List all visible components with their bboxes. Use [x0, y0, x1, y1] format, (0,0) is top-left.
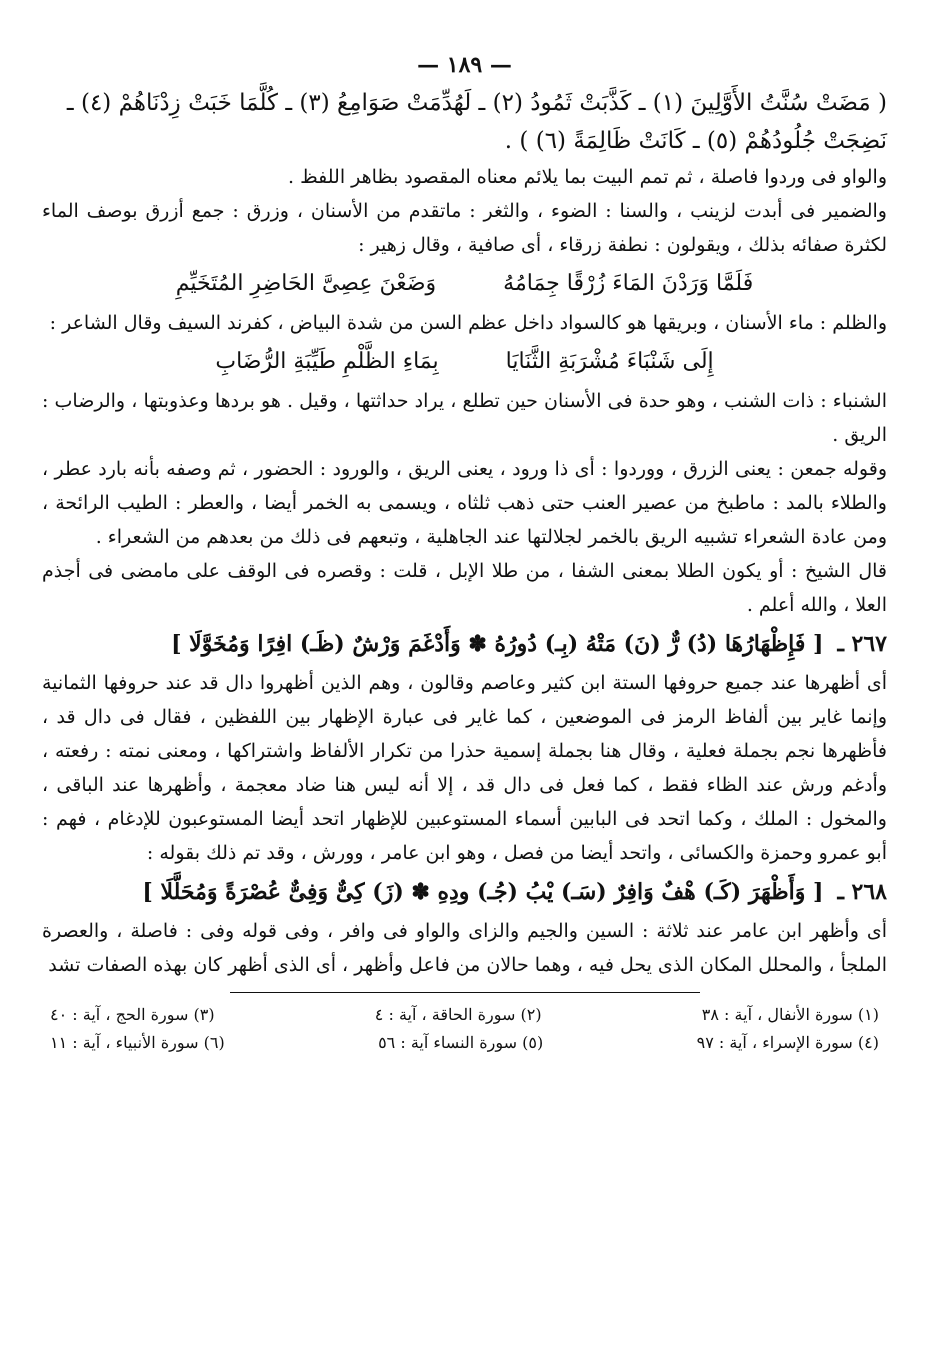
- book-page: [42, 52, 887, 1342]
- paragraph: وقوله جمعن : يعنى الزرق ، ووردوا : أى ذا ورود ، يعنى الريق ، والورود : الحضور ، ثم وصفه بأنه بارد عطر ، والطلاء بالمد : ماطبخ من عصير العنب حتى ذهب ثلثاه ، ويسمى به الخمر أيضا ، والعطر : الطيب الرائحة ، ومن عادة الشعراء تشبيه الريق بالخمر لجلالتها عند الجاهلية ، وتبعهم فى ذلك من بعدهم من الشعراء .: [42, 458, 887, 548]
- footnote: (٢) سورة الحاقة ، آية : ٤: [374, 1005, 542, 1024]
- footnote: (٥) سورة النساء آية : ٥٦: [378, 1033, 544, 1052]
- verse-text: [ فَإِظْهَارُهَا (دُ) رٌّ (نَ) مَتْهُ (بِـ) دُورُهُ ✽ وَأَدْغَمَ وَرْشٌ (ظَـ) افِرًا وَمُخَوَّلَا ]: [171, 631, 824, 657]
- shatibiyya-verse: [42, 870, 887, 914]
- verse-text: [ وَأَظْهَرَ (كَـ) هْفٌ وَافِرٌ (سَـ) يْبُ (جُـ) ودِهِ ✽ (زَ) كِىٌّ وَفِىٌّ عُصْرَةً وَمُحَلَّلَا ]: [142, 879, 824, 905]
- paragraph: أى وأظهر ابن عامر عند ثلاثة : السين والجيم والزاى والواو فى وافر ، وفى قوله وفى : فاصلة ، والعصرة الملجأ ، والمحلل المكان الذى يحل فيه ، وهما حالان من فاعل وأظهر ، أى الذى أظهر كان بهذه الصفات تشد: [42, 920, 887, 976]
- footnote-row: [42, 1001, 887, 1029]
- verse-hemistich: إِلَى شَنْبَاءَ مُشْرَبَةِ الثَّنَايَا: [505, 349, 714, 374]
- verse-hemistich: وَضَعْنَ عِصِىَّ الحَاضِرِ المُتَخَيِّمِ: [175, 271, 437, 296]
- footnote: (٤) سورة الإسراء ، آية : ٩٧: [696, 1033, 879, 1052]
- verse-hemistich: فَلَمَّا وَرَدْنَ المَاءَ زُرْقًا جِمَامُهُ: [503, 271, 754, 296]
- shatibiyya-verse: [42, 622, 887, 666]
- paragraph: الشنباء : ذات الشنب ، وهو حدة فى الأسنان حين تطلع ، يراد حداثتها ، وقيل . هو بردها وعذوبتها ، والرضاب : الريق .: [42, 390, 887, 446]
- footnote-divider: [230, 992, 700, 993]
- poetry-verse: [42, 340, 887, 384]
- quran-line-1: ( مَضَتْ سُنَّتُ الأَوَّلِينَ (١) ـ كَذَّبَتْ ثَمُودُ (٢) ـ لَهُدِّمَتْ صَوَامِعُ (٣) ـ كُلَّمَا خَبَتْ زِدْنَاهُمْ (٤) ـ: [66, 90, 887, 116]
- verse-number: ٢٦٧ ـ: [837, 631, 887, 657]
- quran-line-2: نَضِجَتْ جُلُودُهُمْ (٥) ـ كَانَتْ ظَالِمَةً (٦) ) .: [504, 128, 887, 154]
- footnote: (٣) سورة الحج ، آية : ٤٠: [50, 1005, 215, 1024]
- footnote: (٦) سورة الأنبياء ، آية : ١١: [50, 1033, 225, 1052]
- verse-number: ٢٦٨ ـ: [837, 879, 887, 905]
- page-number: — ١٨٩ —: [417, 52, 512, 78]
- paragraph: والضمير فى أبدت لزينب ، والسنا : الضوء ، والثغر : ماتقدم من الأسنان ، وزرق : جمع أزرق بوصف الماء لكثرة صفائه بذلك ، ويقولون : نطفة زرقاء ، أى صافية ، وقال زهير :: [42, 200, 887, 256]
- paragraph: قال الشيخ : أو يكون الطلا بمعنى الشفا ، من طلا الإبل ، قلت : وقصره فى الوقف على مامضى فى أجذم العلا ، والله أعلم .: [42, 560, 887, 616]
- paragraph: والواو فى وردوا فاصلة ، ثم تمم البيت بما يلائم معناه المقصود بظاهر اللفظ .: [288, 166, 887, 188]
- poetry-verse: [42, 262, 887, 306]
- paragraph: والظلم : ماء الأسنان ، وبريقها هو كالسواد داخل عظم السن من شدة البياض ، كفرند السيف وقال الشاعر :: [49, 312, 887, 334]
- footnote-row: [42, 1029, 887, 1057]
- footnote: (١) سورة الأنفال ، آية : ٣٨: [701, 1005, 879, 1024]
- paragraph: أى أظهرها عند جميع حروفها الستة ابن كثير وعاصم وقالون ، وهم الذين أظهروا دال قد عند حروفها الثمانية وإنما غاير بين ألفاظ الرمز فى الموضعين ، كما غاير فى عبارة الإظهار بين اللفظين ، فقال فى دال قد ، فأظهرها نجم بجملة فعلية ، وقال هنا بجملة إسمية حذرا من تكرار الألفاظ واشتراكها ، ومعنى نمته : رفعته ، وأدغم ورش عند الظاء فقط ، كما فعل فى دال قد ، إلا أنه ليس هنا ضاد معجمة ، وأظهرها عند الباقى ، والمخول : الملك ، وكما اتحد فى البابين أسماء المستوعبين للإظهار اتحد أيضا المستوعبون للإدغام ، فهم : أبو عمرو وحمزة والكسائى ، واتحد أيضا من فصل ، وهو ابن عامر ، وورش ، وقد تم ذلك بقوله :: [42, 672, 887, 864]
- verse-hemistich: بِمَاءِ الظَّلْمِ طَيِّبَةِ الرُّضَابِ: [215, 349, 439, 374]
